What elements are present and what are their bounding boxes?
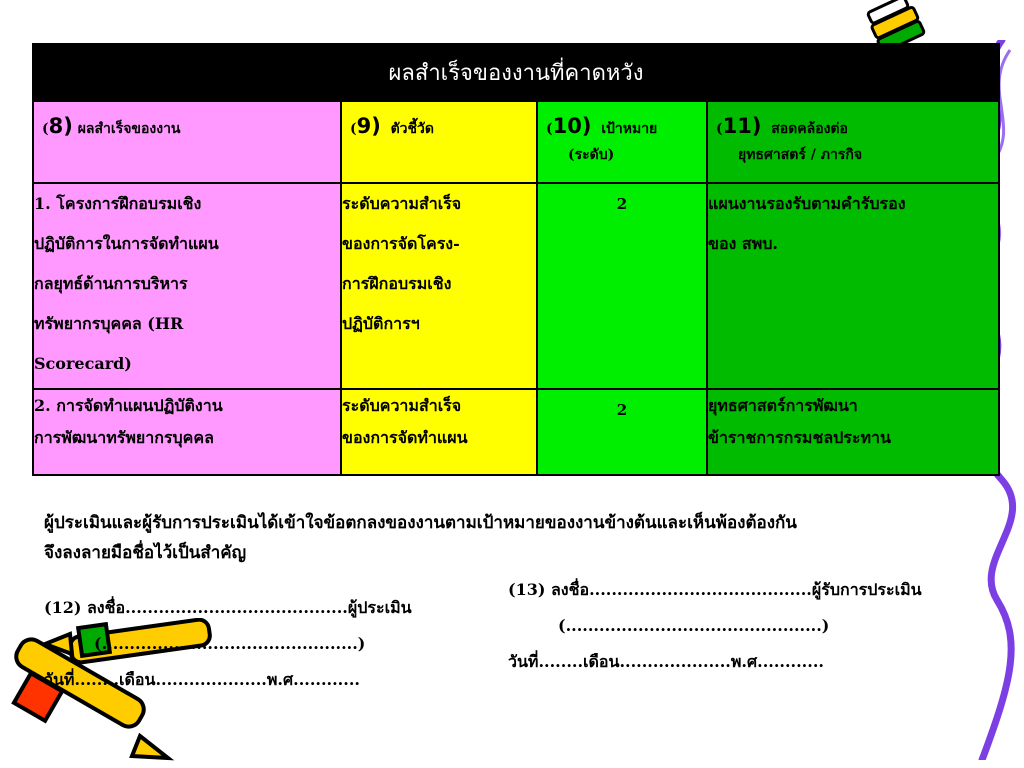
achievement-cell: 2. การจัดทำแผนปฏิบัติงาน การพัฒนาทรัพยากรบุคคล: [33, 389, 341, 475]
target-cell: 2: [537, 389, 707, 475]
header-indicator: (9) ตัวชี้วัด: [341, 101, 537, 183]
indicator-cell: ระดับความสำเร็จ ของการจัดโครง- การฝึกอบรมเชิง ปฏิบัติการฯ: [341, 183, 537, 389]
evaluatee-date-line: วันที่........เดือน....................พ.ศ............: [508, 652, 824, 671]
target-cell: 2: [537, 183, 707, 389]
strategy-cell: แผนงานรองรับตามคำรับรอง ของ สพบ.: [707, 183, 999, 389]
table-row: [33, 183, 999, 389]
evaluatee-sign-line: (13) ลงชื่อ........................................ผู้รับการประเมิน: [508, 580, 922, 599]
evaluator-sign-line: (12) ลงชื่อ........................................ผู้ประเมิน: [44, 598, 412, 617]
header-target: (10) เป้าหมาย (ระดับ): [537, 101, 707, 183]
achievement-table: [32, 43, 1000, 476]
evaluatee-signature: [508, 572, 922, 680]
evaluator-signature: [44, 590, 412, 698]
evaluator-date-line: วันที่........เดือน....................พ.ศ............: [44, 670, 360, 689]
header-strategy: (11) สอดคล้องต่อ ยุทธศาสตร์ / ภารกิจ: [707, 101, 999, 183]
achievement-cell: 1. โครงการฝึกอบรมเชิง ปฏิบัติการในการจัดทำแผน กลยุทธ์ด้านการบริหาร ทรัพยากรบุคคล (HR Scorecard): [33, 183, 341, 389]
header-achievement: (8) ผลสำเร็จของงาน: [33, 101, 341, 183]
table-title: ผลสำเร็จของงานที่คาดหวัง: [33, 44, 999, 101]
indicator-cell: ระดับความสำเร็จ ของการจัดทำแผน: [341, 389, 537, 475]
evaluator-name-line: (..............................................): [94, 634, 366, 653]
table-row: [33, 389, 999, 475]
strategy-cell: ยุทธศาสตร์การพัฒนา ข้าราชการกรมชลประทาน: [707, 389, 999, 475]
evaluatee-name-line: (..............................................): [558, 616, 830, 635]
agreement-text: ผู้ประเมินและผู้รับการประเมินได้เข้าใจข้อตกลงของงานตามเป้าหมายของงานข้างต้นและเห็นพ้องต้องกัน จึงลงลายมือชื่อไว้เป็นสำคัญ: [44, 513, 797, 563]
